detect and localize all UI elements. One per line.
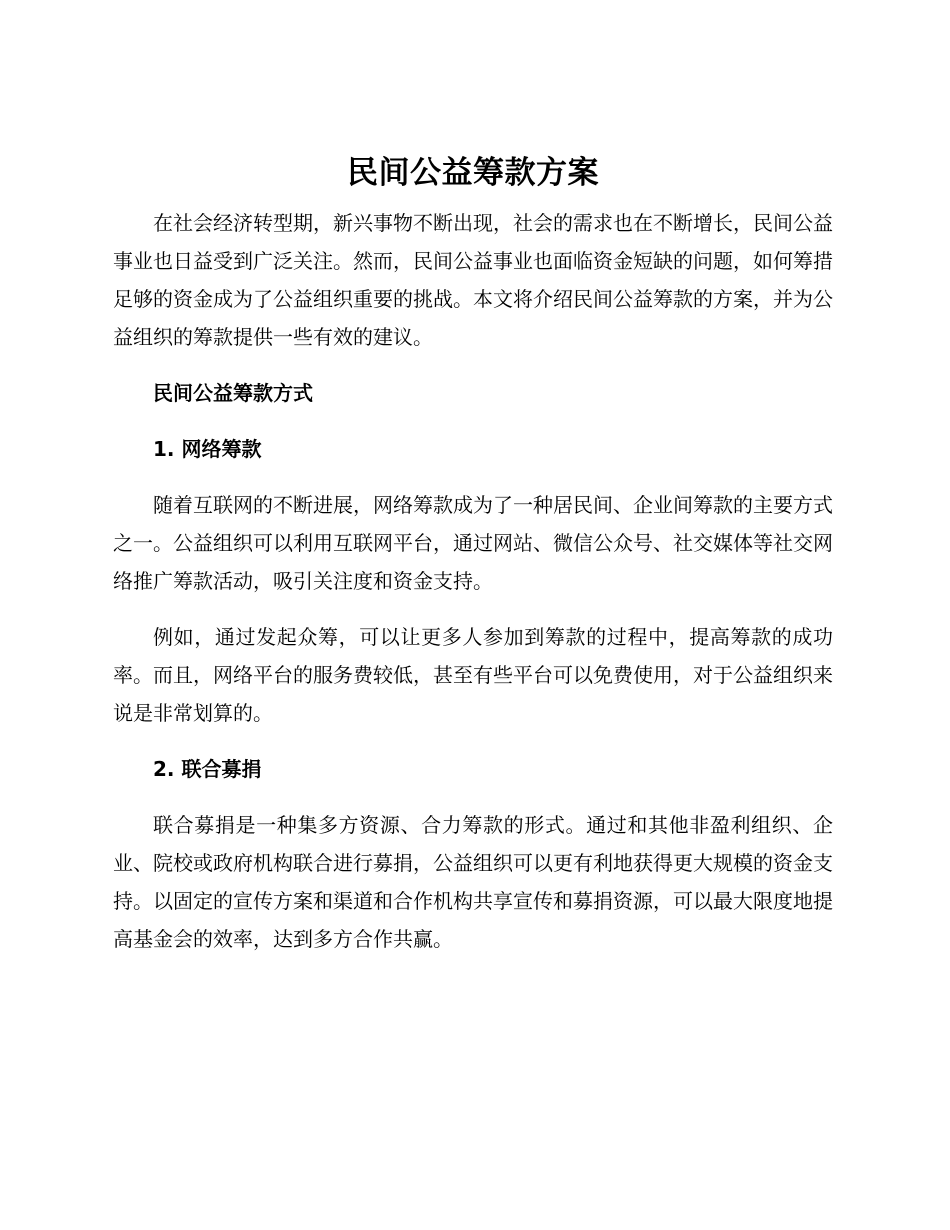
online-paragraph-2: 例如，通过发起众筹，可以让更多人参加到筹款的过程中，提高筹款的成功率。而且，网络平台的服务费较低，甚至有些平台可以免费使用，对于公益组织来说是非常划算的。 <box>113 625 833 725</box>
document-page <box>113 150 833 976</box>
online-paragraph-1: 随着互联网的不断进展，网络筹款成为了一种居民间、企业间筹款的主要方式之一。公益组织可以利用互联网平台，通过网站、微信公众号、社交媒体等社交网络推广筹款活动，吸引关注度和资金支持。 <box>113 493 833 593</box>
intro-paragraph: 在社会经济转型期，新兴事物不断出现，社会的需求也在不断增长，民间公益事业也日益受到广泛关注。然而，民间公益事业也面临资金短缺的问题，如何筹措足够的资金成为了公益组织重要的挑战。本文将介绍民间公益筹款的方案，并为公益组织的筹款提供一些有效的建议。 <box>113 211 833 349</box>
section-heading: 民间公益筹款方式 <box>153 381 313 405</box>
joint-paragraph-1: 联合募捐是一种集多方资源、合力筹款的形式。通过和其他非盈利组织、企业、院校或政府机构联合进行募捐，公益组织可以更有利地获得更大规模的资金支持。以固定的宣传方案和渠道和合作机构共享宣传和募捐资源，可以最大限度地提高基金会的效率，达到多方合作共赢。 <box>113 813 833 951</box>
document-title: 民间公益筹款方案 <box>347 155 599 191</box>
subsection-heading-online: 1. 网络筹款 <box>153 437 262 461</box>
subsection-heading-joint: 2. 联合募捐 <box>153 757 262 781</box>
